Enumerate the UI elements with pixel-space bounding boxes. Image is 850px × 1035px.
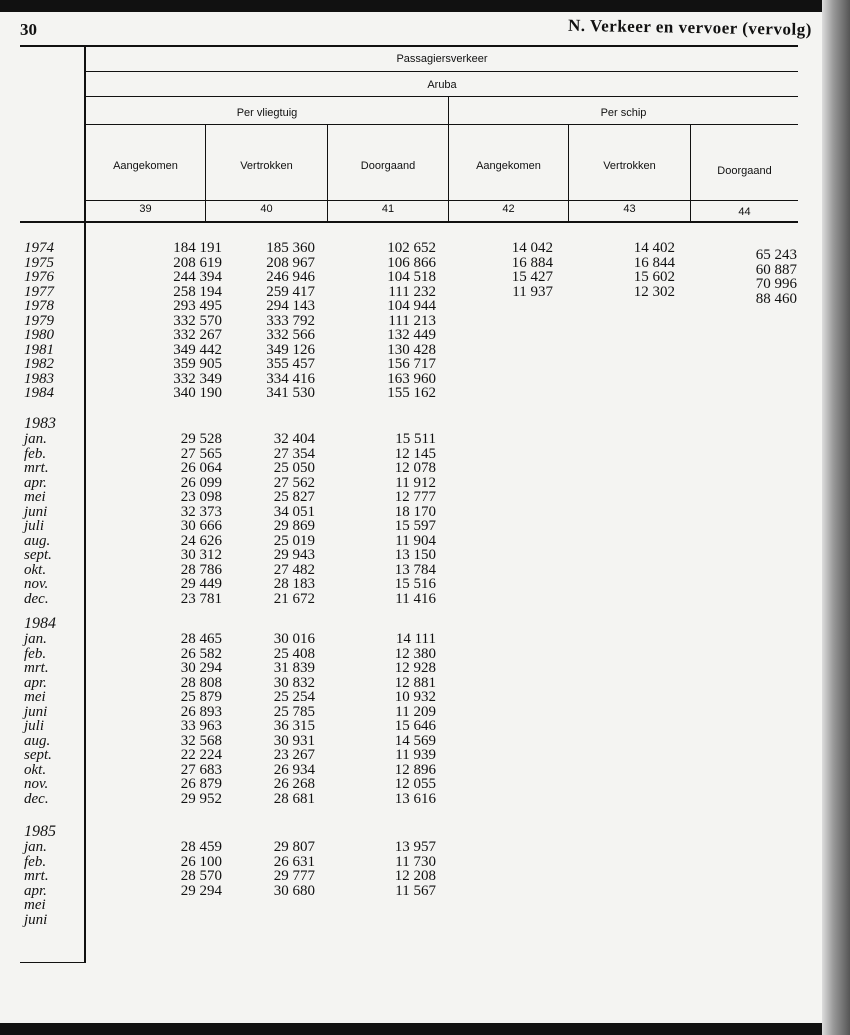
table-cell: 70 996 xyxy=(755,276,797,292)
table-cell: 349 442 xyxy=(173,341,222,358)
table-cell: 244 394 xyxy=(173,269,222,285)
row-label-month: apr. xyxy=(24,474,47,491)
section-year-heading: 1984 xyxy=(24,615,56,632)
table-cell: 294 143 xyxy=(266,298,315,314)
table-cell: 185 360 xyxy=(266,240,315,256)
table-cell: 12 777 xyxy=(394,489,436,505)
table-cell: 32 404 xyxy=(273,431,315,447)
table-cell: 12 055 xyxy=(394,776,436,792)
section-year-heading: 1983 xyxy=(24,415,56,432)
row-label-month: jan. xyxy=(24,631,47,647)
row-label-year: 1978 xyxy=(24,298,54,314)
row-label-month: mrt. xyxy=(24,460,49,476)
table-cell: 208 967 xyxy=(266,254,315,271)
table-cell: 13 957 xyxy=(394,839,436,855)
row-label-month: jan. xyxy=(24,839,47,855)
row-label-month: mrt. xyxy=(24,868,49,884)
table-cell: 332 566 xyxy=(266,327,315,343)
table-cell: 340 190 xyxy=(173,385,222,401)
table-cell: 28 570 xyxy=(180,868,222,884)
row-label-month: jan. xyxy=(24,431,47,447)
table-cell: 26 582 xyxy=(180,645,222,662)
table-cell: 246 946 xyxy=(266,269,315,285)
table-cell: 13 784 xyxy=(394,561,436,578)
table-cell: 29 869 xyxy=(273,518,315,534)
header-passagiersverkeer: Passagiersverkeer xyxy=(396,53,488,65)
table-cell: 349 126 xyxy=(266,341,315,358)
table-cell: 15 646 xyxy=(394,718,436,734)
table-cell: 12 078 xyxy=(394,460,436,476)
table-cell: 18 170 xyxy=(394,503,436,520)
row-label-month: juli xyxy=(24,518,45,534)
table-cell: 29 777 xyxy=(273,868,315,884)
row-label-month: feb. xyxy=(24,645,47,662)
table-cell: 332 267 xyxy=(173,327,222,343)
table-cell: 25 050 xyxy=(273,460,315,476)
row-label-month: juni xyxy=(24,703,48,720)
table-cell: 26 064 xyxy=(180,460,222,476)
table-cell: 11 730 xyxy=(395,853,436,870)
table-cell: 29 943 xyxy=(273,547,315,563)
table-cell: 12 145 xyxy=(394,445,436,462)
table-cell: 26 893 xyxy=(180,703,222,720)
page-number: 30 xyxy=(20,20,37,39)
table-cell: 16 844 xyxy=(633,254,675,271)
table-cell: 29 952 xyxy=(180,790,222,807)
table-cell: 15 597 xyxy=(394,518,436,534)
table-cell: 106 866 xyxy=(387,254,436,271)
table-cell: 29 294 xyxy=(180,882,222,899)
table-cell: 60 887 xyxy=(755,261,797,278)
row-label-month: mei xyxy=(24,897,46,913)
row-label-year: 1976 xyxy=(24,269,54,285)
row-label-year: 1980 xyxy=(24,327,54,343)
table-cell: 26 268 xyxy=(273,776,315,792)
table-cell: 156 717 xyxy=(387,356,436,372)
table-cell: 27 683 xyxy=(180,761,222,778)
row-label-month: mei xyxy=(24,689,46,705)
table-cell: 14 569 xyxy=(394,732,436,749)
table-cell: 25 254 xyxy=(273,689,315,705)
table-cell: 293 495 xyxy=(173,298,222,314)
row-label-month: aug. xyxy=(24,732,51,749)
row-label-month: juni xyxy=(24,503,48,520)
row-label-month: nov. xyxy=(24,576,49,592)
row-label-month: dec. xyxy=(24,790,49,807)
rule xyxy=(84,96,798,97)
table-cell: 10 932 xyxy=(394,689,436,705)
table-cell: 12 380 xyxy=(394,645,436,662)
table-cell: 11 939 xyxy=(395,747,436,763)
table-cell: 32 568 xyxy=(180,732,222,749)
table-cell: 28 465 xyxy=(180,631,222,647)
table-cell: 88 460 xyxy=(755,290,797,307)
table-cell: 11 937 xyxy=(512,283,553,300)
table-cell: 333 792 xyxy=(266,312,315,329)
row-label-year: 1982 xyxy=(24,356,54,372)
column-number: 43 xyxy=(623,203,636,215)
column-header: Vertrokken xyxy=(240,160,293,172)
table-cell: 111 213 xyxy=(388,312,436,329)
table-cell: 30 016 xyxy=(273,631,315,647)
header-per-schip: Per schip xyxy=(600,107,647,119)
table-cell: 11 904 xyxy=(395,532,436,549)
table-cell: 21 672 xyxy=(273,590,315,607)
table-cell: 130 428 xyxy=(387,341,436,358)
table-cell: 208 619 xyxy=(173,254,222,271)
table-cell: 23 781 xyxy=(180,590,222,607)
table-cell: 111 232 xyxy=(388,283,436,300)
table-cell: 12 928 xyxy=(394,660,436,676)
table-cell: 24 626 xyxy=(180,532,222,549)
table-cell: 15 602 xyxy=(633,269,675,285)
row-label-month: sept. xyxy=(24,547,52,563)
scan-border-top xyxy=(0,0,850,12)
scan-border-bottom xyxy=(0,1023,850,1035)
table-cell: 23 098 xyxy=(180,489,222,505)
table-cell: 14 402 xyxy=(633,240,675,256)
table-cell: 25 879 xyxy=(180,689,222,705)
table-cell: 11 416 xyxy=(395,590,436,607)
rule-top xyxy=(20,45,798,47)
table-cell: 30 680 xyxy=(273,882,315,899)
table-cell: 27 565 xyxy=(180,445,222,462)
table-cell: 23 267 xyxy=(273,747,315,763)
table-cell: 30 832 xyxy=(273,674,315,691)
table-cell: 11 912 xyxy=(395,474,436,491)
table-cell: 36 315 xyxy=(273,718,315,734)
table-cell: 29 449 xyxy=(180,576,222,592)
table-cell: 27 482 xyxy=(273,561,315,578)
table-cell: 11 567 xyxy=(395,882,436,899)
table-cell: 30 666 xyxy=(180,518,222,534)
table-cell: 341 530 xyxy=(266,385,315,401)
table-cell: 30 931 xyxy=(273,732,315,749)
table-cell: 26 100 xyxy=(180,853,222,870)
running-head: N. Verkeer en vervoer (vervolg) xyxy=(568,15,813,39)
table-cell: 334 416 xyxy=(266,370,315,387)
table-cell: 28 808 xyxy=(180,674,222,691)
table-cell: 359 905 xyxy=(173,356,222,372)
table-cell: 33 963 xyxy=(180,718,222,734)
table-cell: 15 511 xyxy=(395,431,436,447)
row-label-month: aug. xyxy=(24,532,51,549)
table-cell: 28 459 xyxy=(180,839,222,855)
table-cell: 25 827 xyxy=(273,489,315,505)
column-header: Vertrokken xyxy=(603,160,656,172)
row-label-month: feb. xyxy=(24,853,47,870)
stub-divider xyxy=(84,45,86,963)
row-label-month: juli xyxy=(24,718,45,734)
row-label-month: dec. xyxy=(24,590,49,607)
row-label-year: 1975 xyxy=(24,254,54,271)
table-cell: 14 111 xyxy=(395,631,436,647)
table-cell: 22 224 xyxy=(180,747,222,763)
column-header: Doorgaand xyxy=(717,165,772,177)
row-label-month: juni xyxy=(24,911,48,928)
table-cell: 15 427 xyxy=(511,269,553,285)
table-cell: 27 562 xyxy=(273,474,315,491)
row-label-year: 1979 xyxy=(24,312,54,329)
table-cell: 65 243 xyxy=(755,247,797,263)
table-cell: 355 457 xyxy=(266,356,315,372)
table-cell: 13 616 xyxy=(394,790,436,807)
column-header: Doorgaand xyxy=(360,160,416,172)
column-number: 44 xyxy=(738,206,751,218)
table-cell: 12 881 xyxy=(394,674,436,691)
table-cell: 26 879 xyxy=(180,776,222,792)
table-cell: 29 528 xyxy=(180,431,222,447)
row-label-month: sept. xyxy=(24,747,52,763)
row-label-year: 1974 xyxy=(24,240,54,256)
row-label-year: 1984 xyxy=(24,385,54,401)
row-label-month: mrt. xyxy=(24,660,49,676)
table-cell: 28 681 xyxy=(273,790,315,807)
row-label-month: feb. xyxy=(24,445,47,462)
column-number: 40 xyxy=(260,203,273,215)
row-label-month: mei xyxy=(24,489,46,505)
table-cell: 25 408 xyxy=(273,645,315,662)
table-cell: 25 785 xyxy=(273,703,315,720)
table-cell: 155 162 xyxy=(387,385,436,401)
table-cell: 27 354 xyxy=(273,445,315,462)
row-label-month: okt. xyxy=(24,561,47,578)
rule xyxy=(84,71,798,72)
table-cell: 184 191 xyxy=(173,240,222,256)
table-cell: 13 150 xyxy=(394,547,436,563)
table-cell: 28 183 xyxy=(273,576,315,592)
table-cell: 28 786 xyxy=(180,561,222,578)
table-cell: 332 570 xyxy=(173,312,222,329)
page-edge xyxy=(822,0,850,1035)
table-cell: 29 807 xyxy=(273,839,315,855)
table-cell: 26 099 xyxy=(180,474,222,491)
table-cell: 132 449 xyxy=(387,327,436,343)
row-label-month: nov. xyxy=(24,776,49,792)
table-cell: 104 944 xyxy=(387,298,436,314)
row-label-year: 1983 xyxy=(24,370,54,387)
table-cell: 12 896 xyxy=(394,761,436,778)
table-cell: 14 042 xyxy=(511,240,553,256)
table-cell: 16 884 xyxy=(511,254,553,271)
column-number: 41 xyxy=(381,203,395,215)
table-cell: 259 417 xyxy=(266,283,315,300)
column-number: 39 xyxy=(139,203,152,215)
table-cell: 11 209 xyxy=(395,703,436,720)
row-label-year: 1981 xyxy=(24,341,54,358)
table-cell: 104 518 xyxy=(387,269,436,285)
table-cell: 30 312 xyxy=(180,547,222,563)
row-label-year: 1977 xyxy=(24,283,54,300)
table-cell: 26 631 xyxy=(273,853,315,870)
table-cell: 32 373 xyxy=(180,503,222,520)
table-cell: 26 934 xyxy=(273,761,315,778)
header-per-vliegtuig: Per vliegtuig xyxy=(236,107,298,119)
table-cell: 15 516 xyxy=(394,576,436,592)
header-aruba: Aruba xyxy=(427,79,457,91)
column-header: Aangekomen xyxy=(476,160,541,172)
table-cell: 34 051 xyxy=(273,503,315,520)
table-cell: 258 194 xyxy=(173,283,222,300)
table-cell: 12 208 xyxy=(394,868,436,884)
row-label-month: apr. xyxy=(24,882,47,899)
column-number: 42 xyxy=(502,203,515,215)
table-cell: 30 294 xyxy=(180,660,222,676)
row-label-month: apr. xyxy=(24,674,47,691)
section-year-heading: 1985 xyxy=(24,823,56,840)
table-cell: 25 019 xyxy=(273,532,315,549)
rule-header-bottom xyxy=(20,221,798,223)
table-cell: 163 960 xyxy=(387,370,436,387)
table-cell: 332 349 xyxy=(173,370,222,387)
table-cell: 102 652 xyxy=(387,240,436,256)
rule-bottom xyxy=(20,962,86,963)
column-header: Aangekomen xyxy=(113,160,178,172)
table-cell: 31 839 xyxy=(273,660,315,676)
table-cell: 12 302 xyxy=(633,283,675,300)
row-label-month: okt. xyxy=(24,761,47,778)
